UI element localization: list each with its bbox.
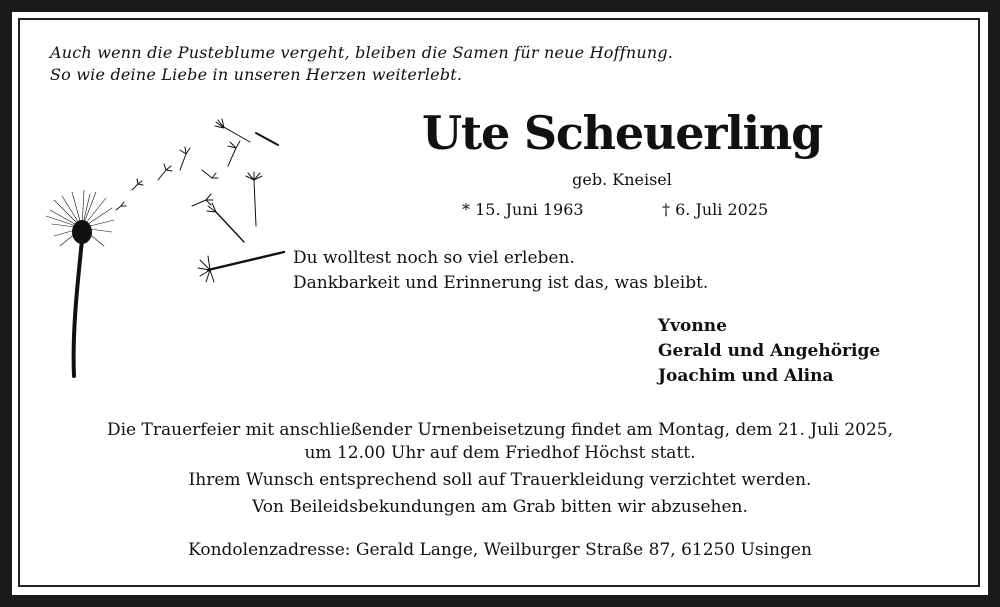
funeral-notice-line-1: Die Trauerfeier mit anschließender Urnenbeisetzung findet am Montag, dem 21. Juli 2025, — [106, 420, 894, 440]
poem-line-1: Du wolltest noch so viel erleben. — [293, 248, 575, 268]
death-date: † 6. Juli 2025 — [662, 200, 769, 219]
condolence-address: Kondolenzadresse: Gerald Lange, Weilburger Straße 87, 61250 Usingen — [188, 540, 812, 560]
opening-quote — [50, 42, 673, 86]
dandelion-illustration — [40, 100, 300, 390]
condolence-notice: Von Beileidsbekundungen am Grab bitten wir abzusehen. — [252, 497, 748, 517]
funeral-notice-line-2: um 12.00 Uhr auf dem Friedhof Höchst statt. — [304, 443, 696, 463]
birth-date: * 15. Juni 1963 — [462, 200, 584, 219]
mourner: Yvonne — [658, 316, 727, 336]
poem-line-2: Dankbarkeit und Erinnerung ist das, was bleibt. — [293, 273, 709, 293]
deceased-name: Ute Scheuerling — [422, 106, 823, 160]
dress-code-notice: Ihrem Wunsch entsprechend soll auf Trauerkleidung verzichtet werden. — [188, 470, 812, 490]
mourner: Joachim und Alina — [658, 366, 834, 386]
maiden-name: geb. Kneisel — [572, 170, 672, 189]
mourners-list — [658, 314, 880, 389]
quote-line-2: So wie deine Liebe in unseren Herzen weiterlebt. — [50, 65, 463, 84]
quote-line-1: Auch wenn die Pusteblume vergeht, bleiben die Samen für neue Hoffnung. — [50, 43, 674, 62]
mourner: Gerald und Angehörige — [658, 341, 881, 361]
poem — [293, 246, 708, 296]
